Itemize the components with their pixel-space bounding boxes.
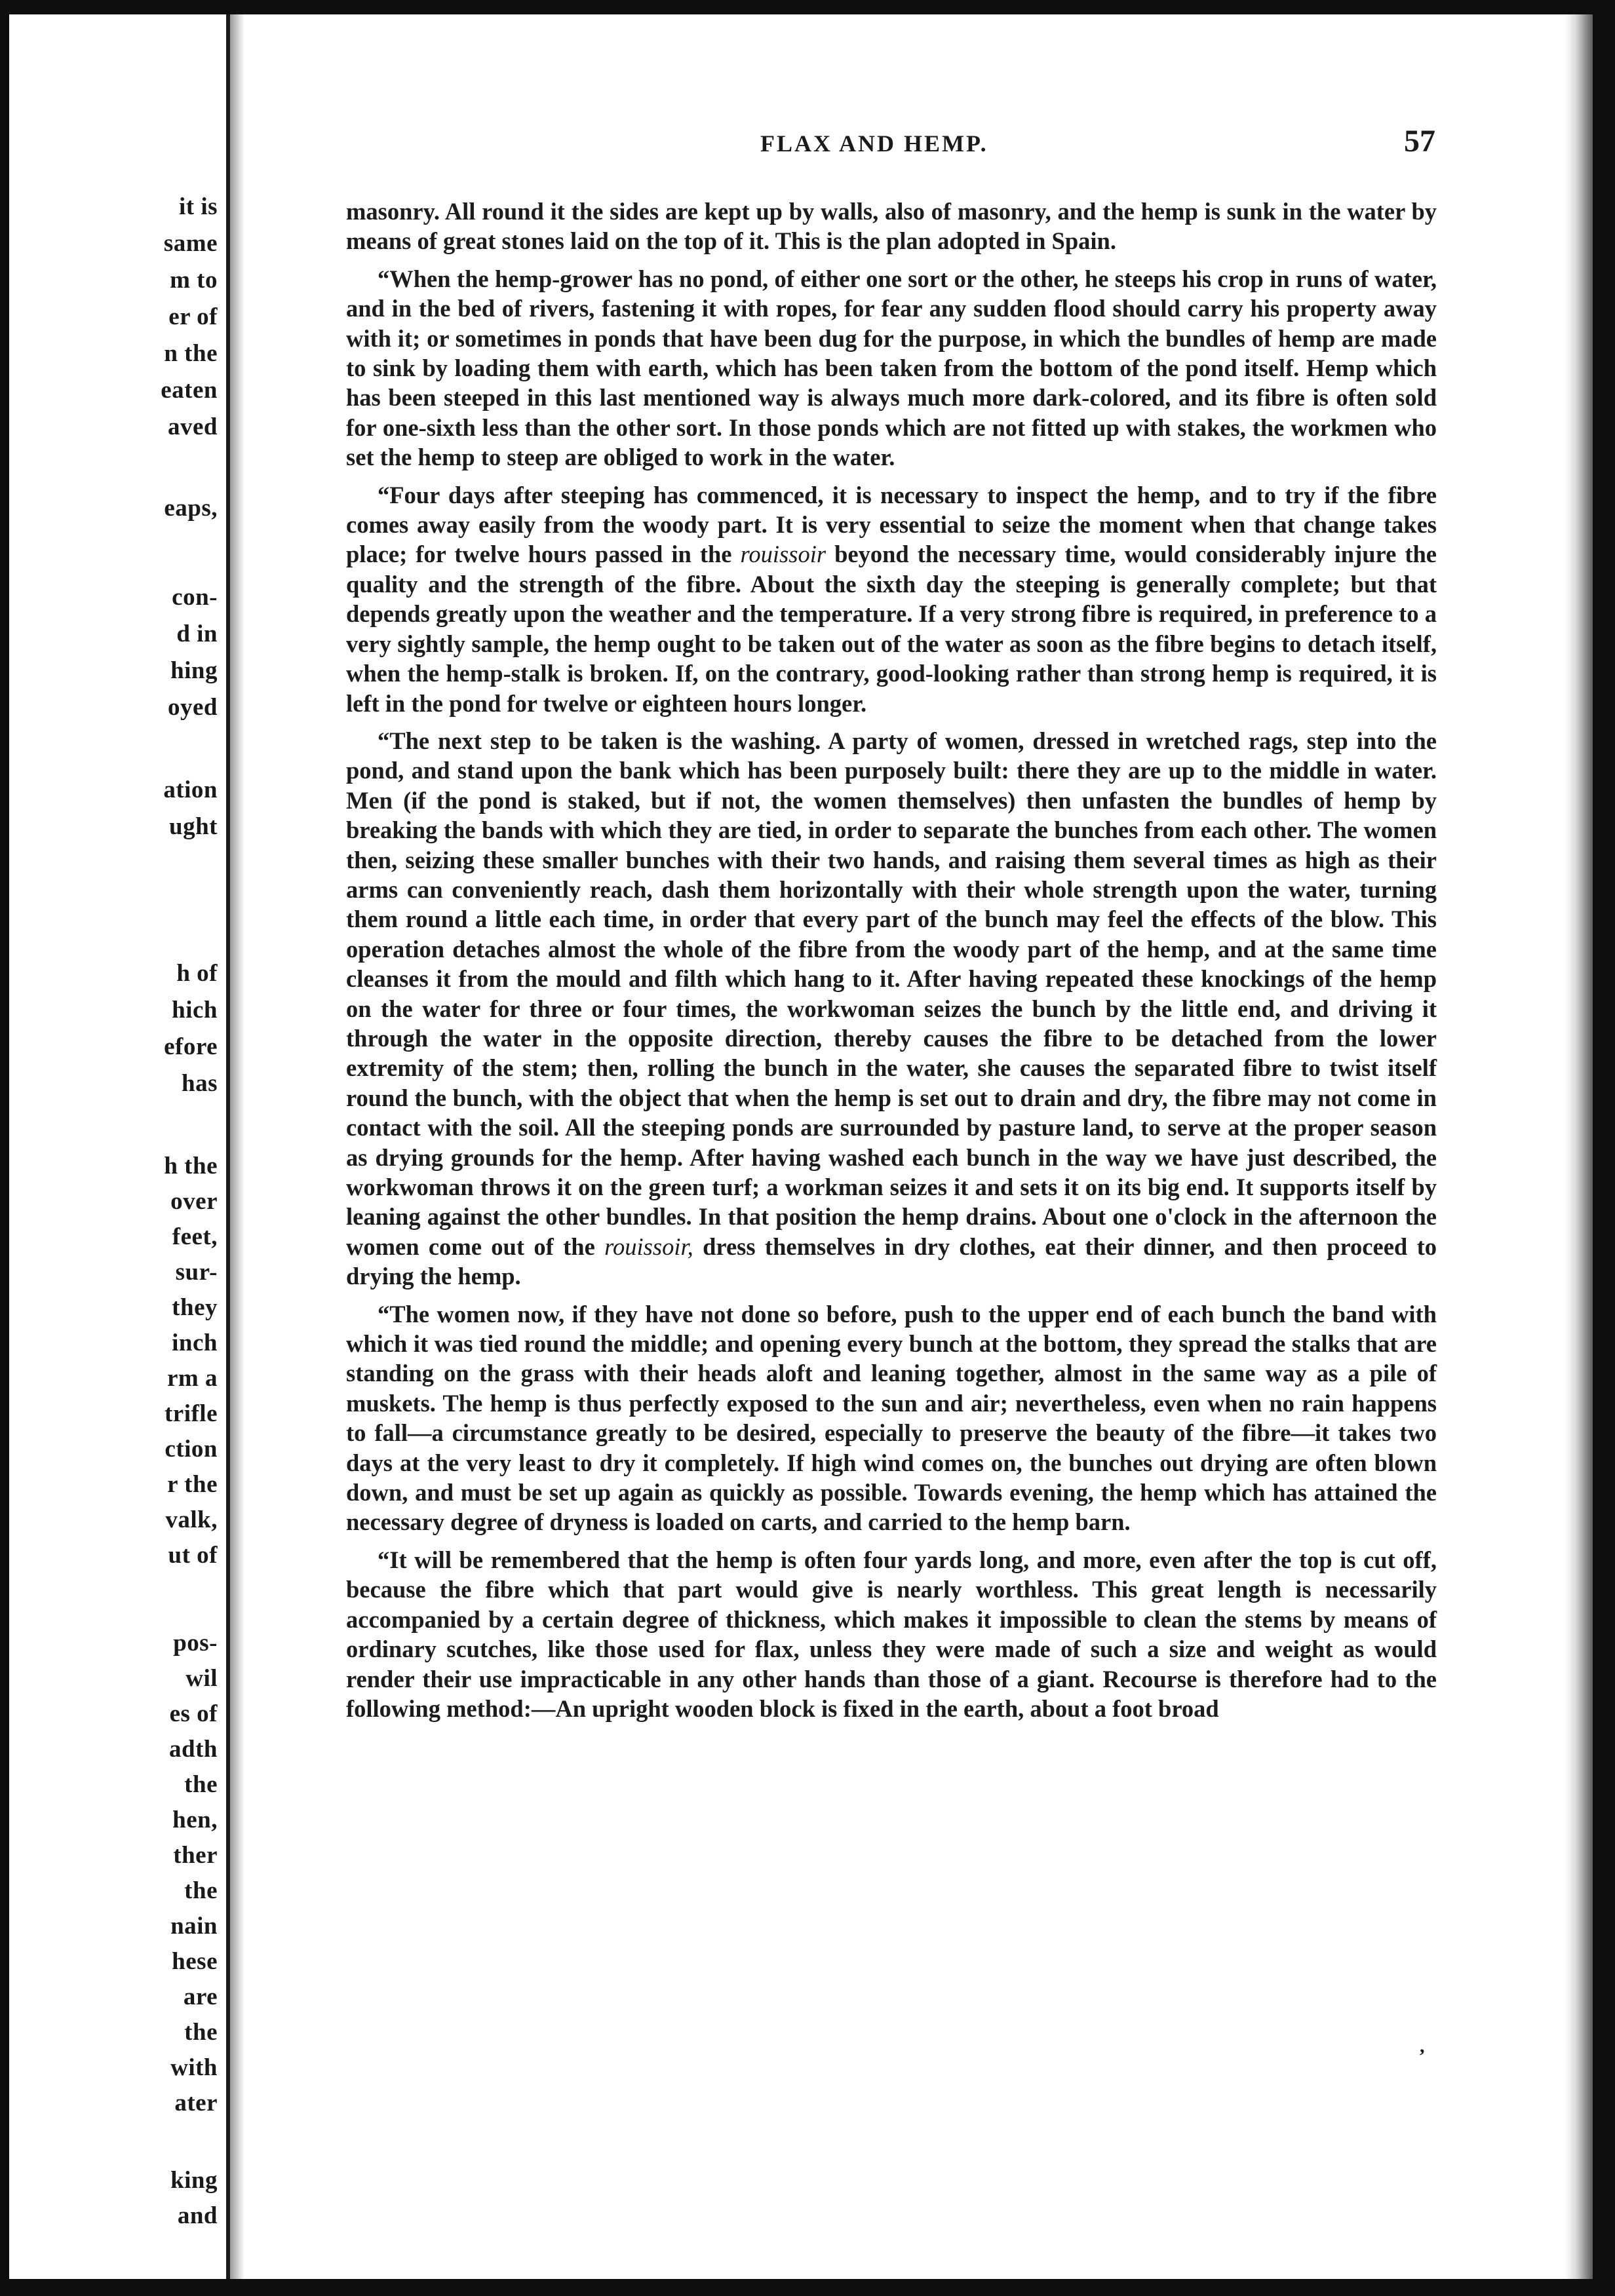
facing-line: over (170, 1188, 218, 1215)
facing-line: ut of (168, 1542, 218, 1569)
paragraph: masonry. All round it the sides are kept up by walls, also of masonry, and the hemp is sunk in the water by means of great stones laid on the top of it. This is the plan adopted in Spain. (346, 198, 1437, 255)
page-number: 57 (1404, 124, 1435, 159)
facing-line: trifle (164, 1400, 218, 1427)
facing-line: with (170, 2054, 218, 2081)
paragraph-text: dress themselves in dry clothes, eat their dinner, and then proceed to drying the hemp. (346, 1233, 1437, 1290)
facing-line: the (184, 2019, 218, 2046)
gutter-shadow (230, 14, 244, 2279)
facing-line: h of (176, 960, 218, 987)
scan-border-bottom (0, 2279, 1615, 2296)
facing-line: ation (163, 776, 218, 803)
facing-line: m to (170, 267, 218, 294)
italic-term: rouissoir, (604, 1233, 693, 1260)
scan-border-left (0, 0, 9, 2296)
body-text (346, 197, 1437, 1731)
italic-term: rouissoir (740, 541, 827, 568)
facing-line: same (163, 230, 218, 257)
paragraph (346, 480, 1437, 718)
facing-line: er of (168, 303, 218, 330)
facing-line: efore (164, 1033, 218, 1060)
facing-line: ction (165, 1436, 218, 1463)
facing-line: inch (172, 1330, 218, 1356)
facing-line: pos- (173, 1630, 218, 1656)
paragraph-text: “Four days after steeping has commenced, it is necessary to inspect the hemp, and to try if the fibre comes away easily from the woody part. It is very essential to seize the moment when that change takes place; for twelve hours passed in the (346, 481, 1437, 568)
facing-line: hing (170, 657, 218, 684)
facing-line: eaps, (164, 495, 218, 522)
page-header (347, 124, 1435, 169)
facing-line: are (183, 1983, 218, 2010)
facing-line: ther (173, 1842, 218, 1869)
facing-line: hese (172, 1948, 218, 1975)
scan-border-top (0, 0, 1615, 14)
paragraph (346, 726, 1437, 1292)
facing-line: king (170, 2167, 218, 2194)
paragraph: “It will be remembered that the hemp is often four yards long, and more, even after the top is cut off, because the fibre which that part would give is nearly worthless. This great length is necessarily accompanied by a certain degree of thickness, which makes it impossible to clean the stems by means of ordinary scutches, like those used for flax, unless they were made of such a size and weight as would render their use impracticable in any other hands than those of a giant. Recourse is therefore had to the following method:—An upright wooden block is fixed in the earth, about a foot broad (346, 1546, 1437, 1722)
facing-line: d in (176, 621, 218, 647)
facing-line: ater (174, 2090, 218, 2116)
facing-line: eaten (161, 377, 218, 404)
facing-line: hich (172, 997, 218, 1024)
facing-line: valk, (165, 1506, 218, 1533)
facing-line: es of (169, 1700, 218, 1727)
paragraph: “When the hemp-grower has no pond, of either one sort or the other, he steeps his crop in runs of water, and in the bed of rivers, fastening it with ropes, for fear any sudden flood should carry his property away with it; or sometimes in ponds that have been dug for the purpose, in which the bundles of hemp are made to sink by loading them with earth, which has been taken from the bottom of the pond itself. Hemp which has been steeped in this last mentioned way is always much more dark-colored, and its fibre is often sold for one-sixth less than the other sort. In those ponds which are not fitted up with stakes, the workmen who set the hemp to steep are obliged to work in the water. (346, 265, 1437, 471)
scan-border-right (1593, 0, 1615, 2296)
facing-line: wil (185, 1665, 218, 1692)
facing-line: hen, (172, 1807, 218, 1833)
facing-line: rm a (167, 1365, 218, 1392)
facing-line: the (184, 1771, 218, 1798)
facing-line: adth (169, 1736, 218, 1763)
paragraph: “The women now, if they have not done so before, push to the upper end of each bunch the band with which it was tied round the middle; and opening every bunch at the bottom, they spread the stalks that are standing on the grass with their heads aloft and leaning together, almost in the same way as a pile of muskets. The hemp is thus perfectly exposed to the sun and air; nevertheless, even when no rain happens to fall—a circumstance greatly to be desired, especially to preserve the beauty of the fibre—it takes two days at the very least to dry it completely. If high wind comes on, the bunches out drying are often blown down, and must be set up again as quickly as possible. Towards evening, the hemp which has attained the necessary degree of dryness is loaded on carts, and carried to the hemp barn. (346, 1300, 1437, 1536)
facing-line: r the (167, 1471, 218, 1498)
paragraph-text: “The next step to be taken is the washing. A party of women, dressed in wretched rags, step into the pond, and stand upon the bank which has been purposely built: there they are up to the middle in water. Men (if the pond is staked, but if not, the women themselves) then unfasten the bundles of hemp by breaking the bands with which they are tied, in order to separate the bunches from each other. The women then, seizing these smaller bunches with their two hands, and raising them several times as high as their arms can conveniently reach, dash them horizontally with their whole strength upon the water, turning them round a little each time, in order that every part of the bunch may feel the effects of the blow. This operation detaches almost the whole of the fibre from the woody part of the hemp, and at the same time cleanses it from the mould and filth which hang to it. After having repeated these knockings of the hemp on the water for three or four times, the workwoman seizes the bunch by the little end, and driving it through the water in the opposite direction, thereby causes the fibre to be detached from the lower extremity of the stem; then, rolling the bunch in the water, she causes the separated fibre to twist itself round the bunch, with the object that when the hemp is set out to drain and dry, the fibre may not come in contact with the soil. All the steeping ponds are surrounded by pasture land, to serve at the proper season as drying grounds for the hemp. After having washed each bunch in the way we have just described, the workwoman throws it on the green turf; a workman seizes it and sets it on its big end. It supports itself by leaning against the other bundles. In that position the hemp drains. About one o'clock in the afternoon the women come out of the (346, 727, 1437, 1260)
paragraph-text: beyond the necessary time, would considerably injure the quality and the strength of the fibre. About the sixth day the steeping is generally complete; but that depends greatly upon the weather and the temperature. If a very strong fibre is required, in preference to a very sightly sample, the hemp ought to be taken out of the water as soon as the fibre begins to detach itself, when the hemp-stalk is broken. If, on the contrary, good-looking rather than strong hemp is required, it is left in the pond for twelve or eighteen hours longer. (346, 541, 1437, 717)
facing-line: ught (169, 813, 218, 840)
stray-punctuation: , (1420, 2035, 1425, 2057)
facing-page-fragment (9, 14, 223, 2279)
facing-line: nain (170, 1913, 218, 1940)
facing-line: has (182, 1070, 218, 1097)
facing-line: oyed (168, 694, 218, 721)
facing-line: feet, (172, 1223, 218, 1250)
facing-line: sur- (175, 1259, 218, 1286)
facing-line: aved (168, 413, 218, 440)
facing-line: con- (172, 584, 218, 611)
facing-line: and (177, 2202, 218, 2229)
facing-line: h the (164, 1153, 218, 1179)
facing-line: it is (178, 193, 218, 220)
page-edge-shadow (1565, 14, 1593, 2279)
facing-line: they (172, 1294, 218, 1321)
facing-line: n the (164, 340, 218, 367)
running-head: FLAX AND HEMP. (760, 130, 988, 157)
facing-line: the (184, 1877, 218, 1904)
